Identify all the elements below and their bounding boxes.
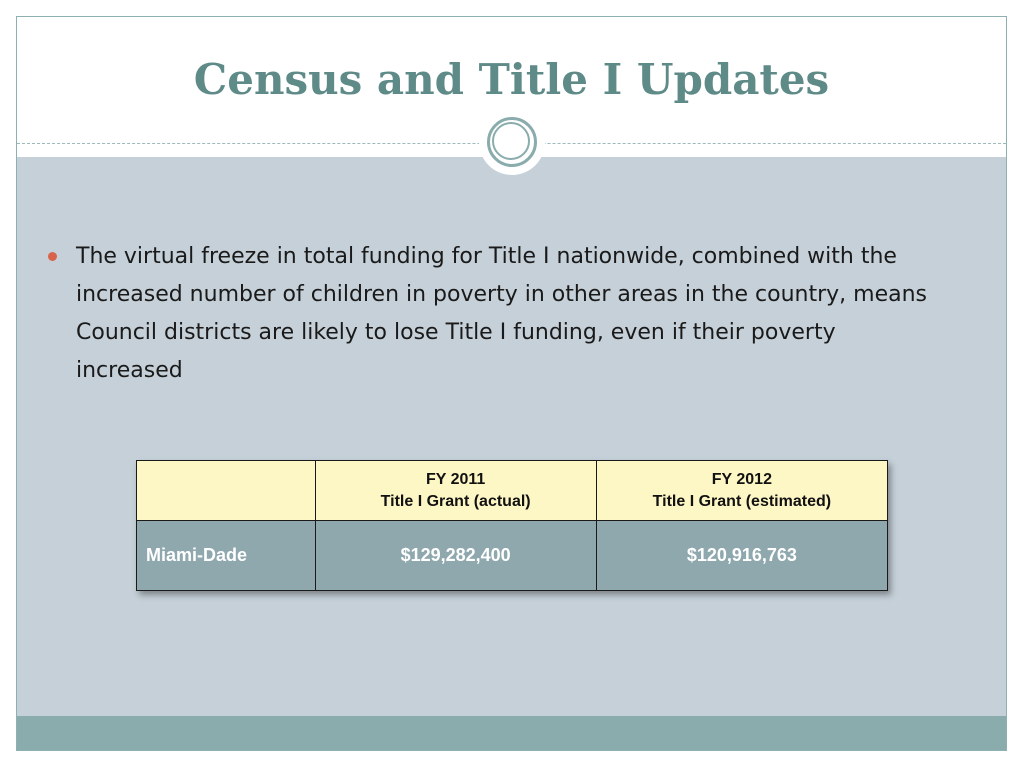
header-year: FY 2011	[425, 470, 486, 488]
table-header-empty	[137, 461, 316, 521]
table-header-row	[137, 461, 888, 521]
table-row	[137, 521, 888, 591]
row-label: Miami-Dade	[137, 521, 316, 591]
bullet-item	[48, 238, 938, 390]
header-year: FY 2012	[711, 470, 772, 488]
header-subtitle: Title I Grant (estimated)	[652, 492, 832, 510]
table-header-fy2011	[315, 461, 596, 521]
double-ring-circle-icon	[479, 109, 545, 175]
table-header-fy2012	[596, 461, 887, 521]
ring-icon	[487, 117, 537, 167]
value-fy2012: $120,916,763	[596, 521, 887, 591]
bullet-list	[48, 238, 938, 390]
value-fy2011: $129,282,400	[315, 521, 596, 591]
bullet-dot-icon	[48, 252, 57, 261]
footer-band	[17, 716, 1006, 750]
header-subtitle: Title I Grant (actual)	[380, 492, 531, 510]
funding-table	[136, 460, 888, 591]
bullet-text: The virtual freeze in total funding for Title I nationwide, combined with the increased number of children in poverty in other areas in the country, means Council districts are likely to lose Title I funding, even if their poverty increased	[76, 244, 927, 383]
slide-title: Census and Title I Updates	[193, 55, 830, 104]
